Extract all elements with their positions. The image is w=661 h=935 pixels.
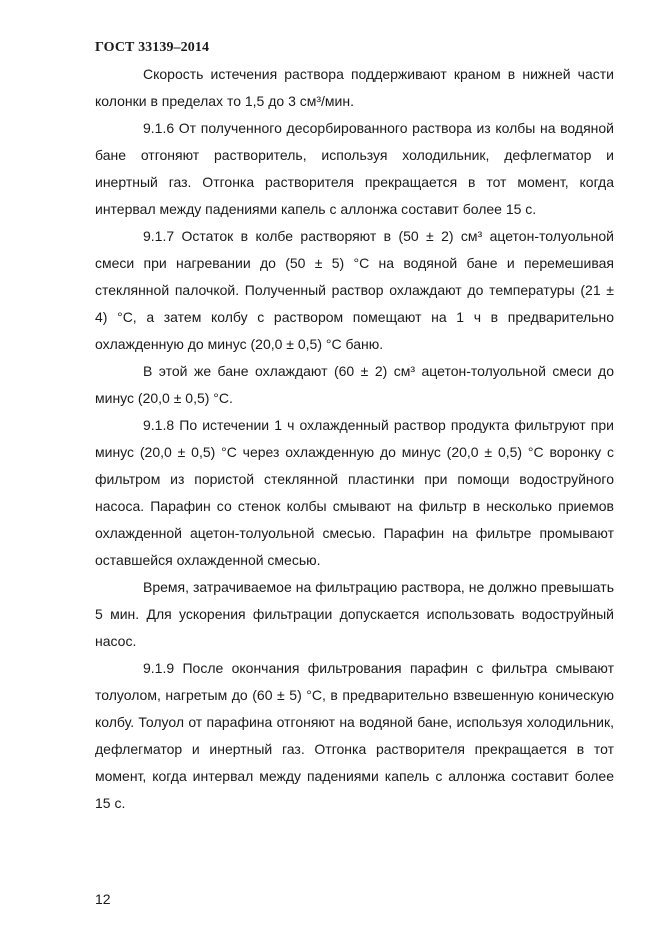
paragraph-cooling-mixture: В этой же бане охлаждают (60 ± 2) см³ ацетон-толуольной смеси до минус (20,0 ± 0,5) °С. — [95, 363, 614, 406]
paragraph-9-1-8: 9.1.8 По истечении 1 ч охлажденный раствор продукта фильтруют при минус (20,0 ± 0,5) °С через охлажденную до минус (20,0 ± 0,5) °С воронку с фильтром из пористой стеклянной пластинки при помощи водоструйного насоса. Парафин со стенок колбы смывают на фильтр в несколько приемов охлажденной ацетон-толуольной смесью. Парафин на фильтре промывают оставшейся охлажденной смесью. — [95, 417, 614, 568]
paragraph-9-1-9: 9.1.9 После окончания фильтрования парафин с фильтра смывают толуолом, нагретым до (60 ± 5) °С, в предварительно взвешенную коническую колбу. Толуол от парафина отгоняют на водяной бане, используя холодильник, дефлегматор и инертный газ. Отгонка растворителя прекращается в тот момент, когда интервал между падениями капель с аллонжа составит более 15 с. — [95, 660, 614, 811]
paragraph-flow-rate: Скорость истечения раствора поддерживают краном в нижней части колонки в пределах то 1,5 до 3 см³/мин. — [95, 66, 614, 109]
document-body — [95, 61, 614, 817]
page-number: 12 — [95, 891, 111, 907]
document-header: ГОСТ 33139–2014 — [95, 40, 210, 55]
paragraph-filtration-time: Время, затрачиваемое на фильтрацию раствора, не должно превышать 5 мин. Для ускорения фильтрации допускается использовать водоструйный насос. — [95, 579, 614, 649]
paragraph-9-1-7: 9.1.7 Остаток в колбе растворяют в (50 ± 2) см³ ацетон-толуольной смеси при нагревании до (50 ± 5) °С на водяной бане и перемешивая стеклянной палочкой. Полученный раствор охлаждают до температуры (21 ± 4) °С, а затем колбу с раствором помещают на 1 ч в предварительно охлажденную до минус (20,0 ± 0,5) °С баню. — [95, 228, 614, 352]
paragraph-9-1-6: 9.1.6 От полученного десорбированного раствора из колбы на водяной бане отгоняют растворитель, используя холодильник, дефлегматор и инертный газ. Отгонка растворителя прекращается в тот момент, когда интервал между падениями капель с аллонжа составит более 15 с. — [95, 120, 614, 217]
